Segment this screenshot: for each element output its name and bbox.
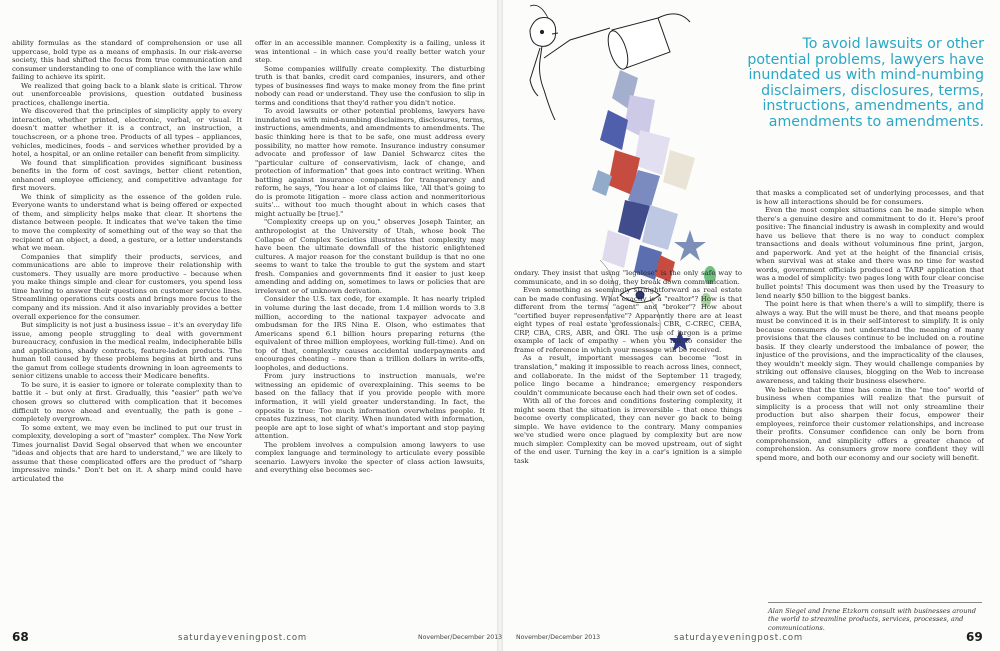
page-footer [0,621,1000,651]
article-column-4 [756,189,984,597]
paragraph: We think of simplicity as the essence of the golden rule. Everyone wants to understand what is being offered or expected of them, and simplicity helps make that clear. It shortens the distance between people. It indicates that we've taken the time to move the complexity of something out of the way so that the recipient of an object, a deed, a gesture, or a letter understands what we mean. [12,192,242,253]
person-figure [530,5,610,120]
left-page-number: 68 [12,630,29,644]
left-issue-date: November/December 2013 [418,634,503,641]
paragraph: The problem involves a compulsion among lawyers to use complex language and terminology to articulate every possible scenario. Lawyers invoke the specter of class action lawsuits, and everything else becomes sec- [255,440,485,475]
right-site-url: saturdayeveningpost.com [674,633,803,643]
right-issue-date: November/December 2013 [516,634,601,641]
article-column-3 [514,269,742,625]
paragraph: Some companies willfully create complexity. The disturbing truth is that banks, credit card companies, insurers, and other types of businesses find ways to make money from the fine print nobody can read or understand. They use the confusion to slip in terms and conditions that they'd rather you didn't notice. [255,64,485,107]
paragraph: Even something as seemingly straightforward as real estate can be made confusing. What exactly is a "realtor"? How is that different from the terms "agent" and "broker"? How about "certified buyer representative"? Apparently there are at least eight types of real estate professionals: CBR, C-CREC, CEBA, CRP, CBA, CRS, ABR, and GRI. The use of jargon is a prime example of lack of empathy – when you fail to consider the frame of reference in which your message will be received. [514,286,742,354]
paragraph: ability formulas as the standard of comprehension or use all uppercase, bold type as a means of emphasis. In our risk-averse society, this had shifted the focus from true communication and consumer understanding to one of compliance with the law while failing to achieve its spirit. [12,39,242,82]
article-column-2 [255,39,485,624]
paragraph: We realized that going back to a blank slate is critical. Throw out unenforceable provisions, question outdated business practices, challenge inertia. [12,81,242,107]
paragraph: We found that simplification provides significant business benefits in the form of cost savings, better client retention, enhanced employee efficiency, and competitive advantage for first movers. [12,158,242,193]
paragraph: With all of the forces and conditions fostering complexity, it might seem that the situation is irreversible – that once things become overly complicated, they can never go back to being simple. We have evidence to the contrary. Many companies we've studied were once plagued by complexity but are now much simpler. Complexity can be moved upstream, out of sight of the end user. Turning the key in a car's ignition is a simple task [514,397,742,466]
pull-quote: To avoid lawsuits or other potential problems, lawyers have inundated us with mind-numbing disclaimers, disclosures, terms, instructions, amendments, and amendments to amendments. [747,36,984,130]
star-shape [674,230,706,261]
paragraph: We discovered that the principles of simplicity apply to every interaction, whether printed, electronic, verbal, or visual. It doesn't matter whether it is a contract, an instruction, a touchscreen, or a phone tree. Products of all types – appliances, vehicles, medicines, foods – and services whether provided by a hotel, a hospital, or an online retailer can benefit from simplicity. [12,107,242,159]
paragraph: From jury instructions to instruction manuals, we're witnessing an epidemic of overexplaining. This seems to be based on the fallacy that if you provide people with more information, it will yield greater understanding. In fact, the opposite is true: Too much information overwhelms people. It creates fuzziness, not clarity. When inundated with information, people are apt to lose sight of what's important and stop paying attention. [255,372,485,441]
paragraph: ondary. They insist that using "legalese" is the only safe way to communicate, and in so doing, they break down communication. [514,269,742,286]
paragraph: that masks a complicated set of underlying processes, and that is how all interactions should be for consumers. [756,189,984,206]
paragraph: offer in an accessible manner. Complexity is a failing, unless it was intentional – in which case you'd really better watch your step. [255,39,485,65]
paragraph: The point here is that when there's a will to simplify, there is always a way. But the will must be there, and that means people must be convinced it is in their self-interest to simplify. It is only because consumers do not understand the meaning of many provisions that the clauses continue to be included on a routine basis. If they clearly understood the imbalance of power, the injustice of the provisions, and the impracticality of the clauses, they wouldn't meekly sign. They would challenge companies by striking out offensive clauses, blogging on the Web to increase awareness, and taking their business elsewhere. [756,300,984,386]
paragraph: Even the most complex situations can be made simple when there's a genuine desire and commitment to do it. Here's proof positive: The financial industry is awash in complexity and would have us believe that there is no way to conduct complex transactions and deals without voluminous fine print, jargon, and paperwork. And yet at the height of the financial crisis, when survival was at stake and there was no time for wasted words, government officials produced a TARP application that was a model of simplicity: two pages long with four clear concise bullet points! This document was then used by the Treasury to lend nearly $50 billion to the biggest banks. [756,206,984,300]
paragraph: We believe that the time has come in the "me too" world of business when companies will realize that the pursuit of simplicity is a process that will not only streamline their production but also sharpen their focus, empower their employees, reinforce their customer relationships, and increase their profits. Consumer confidence can only be born from comprehension, and simplicity offers a greater chance of comprehension. As consumers grow more confident they will spend more, and both our economy and our society will benefit. [756,385,984,462]
paragraph: Companies that simplify their products, services, and communications are able to improve their relationship with customers. They usually are more productive – because when you make things simple and clear for customers, you spend less time having to answer their questions on customer service lines. Streamlining operations cuts costs and brings more focus to the company and its mission. And it also invariably provides a better overall experience for the consumer. [12,252,242,321]
paragraph: Consider the U.S. tax code, for example. It has nearly tripled in volume during the last decade, from 1.4 million words to 3.8 million, according to the national taxpayer advocate and ombudsman for the IRS Nina E. Olson, who estimates that Americans spend 6.1 billion hours preparing returns (the equivalent of three million employees, working full-time). And on top of that, complexity causes accidental underpayments and encourages cheating – more than a trillion dollars in write-offs, loopholes, and deductions. [255,295,485,372]
bucket-drawing [604,14,690,72]
paper-scraps [592,70,695,282]
paragraph: But simplicity is not just a business issue – it's an everyday life issue, among people struggling to deal with government bureaucracy, confusion in the medical realm, indecipherable bills and applications, shady contracts, feature-laden products. The human toll caused by these problems begins at birth and runs the gamut from college students drowning in loan agreements to senior citizens unable to access their Medicare benefits. [12,321,242,381]
left-site-url: saturdayeveningpost.com [178,633,307,643]
article-column-1 [12,39,242,624]
paragraph: To avoid lawsuits or other potential problems, lawyers have inundated us with mind-numbing disclaimers, disclosures, terms, instructions, amendments, and amendments to amendments. The basic thinking here is that to be safe, one must address every possibility, no matter how remote. Insurance industry consumer advocate and professor of law Daniel Schwarcz cites the "particular culture of conservativism, lack of change, and protection of information" that goes into contract writing. When battling against insurance companies for transparency and reform, he says, "You hear a lot of claims like, 'All that's going to do is promote litigation – more class action and nonmeritorious suits'... without too much thought about in which cases that might actually be [true]." [255,107,485,218]
right-page-number: 69 [966,630,983,644]
author-bio: Alan Siegel and Irene Etzkorn consult with businesses around the world to streamline products, services, processes, and communications. [768,602,982,632]
paragraph: As a result, important messages can become "lost in translation," making it impossible to reach across lines, connect, and collaborate. In the midst of the September 11 tragedy, police lingo became a hindrance; emergency responders couldn't communicate because each had their own set of codes. [514,354,742,397]
paragraph: To be sure, it is easier to ignore or tolerate complexity than to battle it – but only at first. Gradually, this "easier" path we've chosen grows so cluttered with complication that it becomes difficult to move ahead and eventually, the path is gone – completely overgrown. [12,380,242,424]
paragraph: "Complexity creeps up on you," observes Joseph Tainter, an anthropologist at the University of Utah, whose book The Collapse of Complex Societies illustrates that complexity may have been the ultimate downfall of the historic enlightened cultures. A major reason for the constant buildup is that no one seems to want to take the trouble to gut the system and start fresh. Companies and governments find it easier to just keep amending and adding on, sometimes to laws or policies that are irrelevant or of unknown derivation. [255,218,485,295]
paragraph: To some extent, we may even be inclined to put our trust in complexity, developing a sort of "master" complex. The New York Times journalist David Segal observed that when we encounter "ideas and objects that are hard to understand," we are likely to assume that these complicated offers are the product of "sharp impressive minds." Don't bet on it. A sharp mind could have articulated the [12,423,242,483]
